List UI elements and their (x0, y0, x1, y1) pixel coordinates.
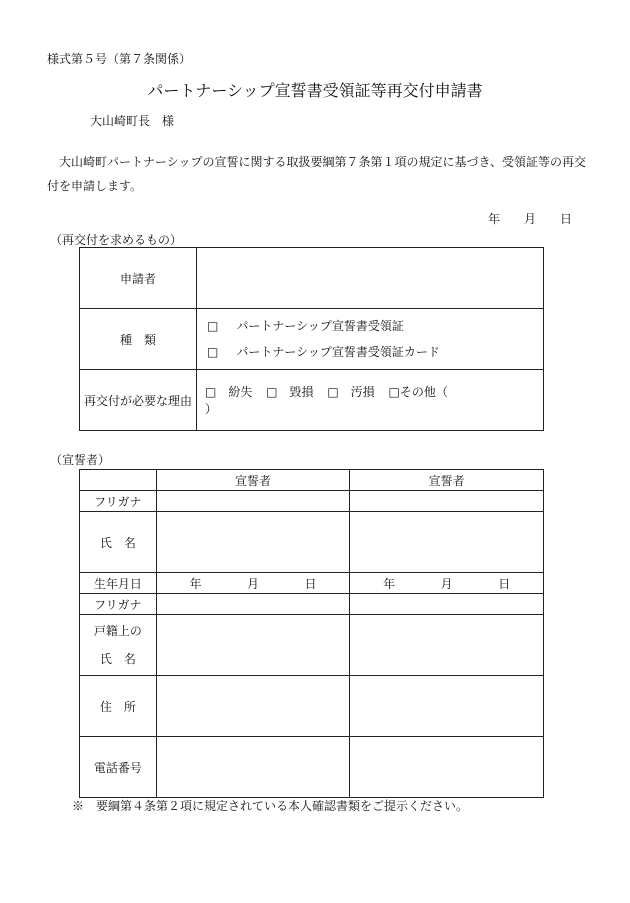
reissue-table (79, 247, 544, 431)
year-label: 年 (189, 576, 202, 591)
reason-lost[interactable]: □ 紛失 (205, 385, 253, 399)
registry-name-label (80, 615, 157, 676)
reason-label: 再交付が必要な理由 (80, 370, 197, 431)
date-year-label: 年 (488, 212, 501, 226)
declarants-table (79, 469, 544, 798)
declarant-2-name[interactable] (350, 512, 544, 573)
declarants-section-label: （宣誓者） (50, 453, 111, 467)
day-label: 日 (498, 576, 511, 591)
year-label: 年 (383, 576, 396, 591)
declarant-2-address[interactable] (350, 676, 544, 737)
applicant-field[interactable] (197, 248, 544, 309)
month-label: 月 (247, 576, 260, 591)
reason-soiled[interactable]: □ 汚損 (327, 385, 375, 399)
reissue-section-label: （再交付を求めるもの） (50, 233, 183, 247)
declarant-1-name[interactable] (156, 512, 350, 573)
furigana-2-label: フリガナ (80, 594, 157, 615)
day-label: 日 (304, 576, 317, 591)
declarant-1-phone[interactable] (156, 737, 350, 798)
declarant-1-furigana[interactable] (156, 491, 350, 512)
form-number: 様式第５号（第７条関係） (47, 52, 192, 66)
applicant-label: 申請者 (80, 248, 197, 309)
name-label: 氏 名 (80, 512, 157, 573)
application-statement: 大山崎町パートナーシップの宣誓に関する取扱要綱第７条第１項の規定に基づき、受領証等の再交付を申請します。 (47, 155, 587, 193)
checkbox-icon[interactable]: □ (207, 345, 219, 359)
type-label: 種 類 (80, 309, 197, 370)
type-options (197, 309, 544, 370)
declarant-1-registry-furigana[interactable] (156, 594, 350, 615)
date-month-label: 月 (524, 212, 537, 226)
reason-other-close: ） (205, 402, 218, 416)
declarant-2-phone[interactable] (350, 737, 544, 798)
document-title: パートナーシップ宣誓書受領証等再交付申請書 (147, 81, 483, 100)
registry-name-line2: 氏 名 (99, 652, 136, 666)
birth-date-label: 生年月日 (80, 573, 157, 594)
declarant-1-address[interactable] (156, 676, 350, 737)
month-label: 月 (440, 576, 453, 591)
type-option-card-label: パートナーシップ宣誓書受領証カード (236, 345, 440, 359)
furigana-label: フリガナ (80, 491, 157, 512)
application-date (488, 210, 572, 227)
type-option-card[interactable] (197, 339, 543, 365)
address-label: 住 所 (80, 676, 157, 737)
header-blank (80, 470, 157, 491)
type-option-certificate[interactable] (197, 313, 543, 339)
phone-label: 電話番号 (80, 737, 157, 798)
declarant-1-birth-date[interactable] (156, 573, 350, 594)
date-day-label: 日 (560, 212, 573, 226)
addressee: 大山崎町長 様 (90, 114, 175, 128)
reason-damaged[interactable]: □ 毀損 (266, 385, 314, 399)
declarant-2-birth-date[interactable] (350, 573, 544, 594)
type-option-certificate-label: パートナーシップ宣誓書受領証 (236, 319, 404, 333)
reason-options (197, 370, 544, 431)
declarant-2-registry-name[interactable] (350, 615, 544, 676)
checkbox-icon[interactable]: □ (207, 319, 219, 333)
id-document-note: ※ 要綱第４条第２項に規定されている本人確認書類をご提示ください。 (72, 799, 469, 813)
declarant-2-header: 宣誓者 (350, 470, 544, 491)
declarant-2-furigana[interactable] (350, 491, 544, 512)
declarant-1-registry-name[interactable] (156, 615, 350, 676)
declarant-2-registry-furigana[interactable] (350, 594, 544, 615)
reason-other[interactable]: □その他（ (388, 385, 448, 399)
registry-name-line1: 戸籍上の (93, 624, 142, 638)
declarant-1-header: 宣誓者 (156, 470, 350, 491)
